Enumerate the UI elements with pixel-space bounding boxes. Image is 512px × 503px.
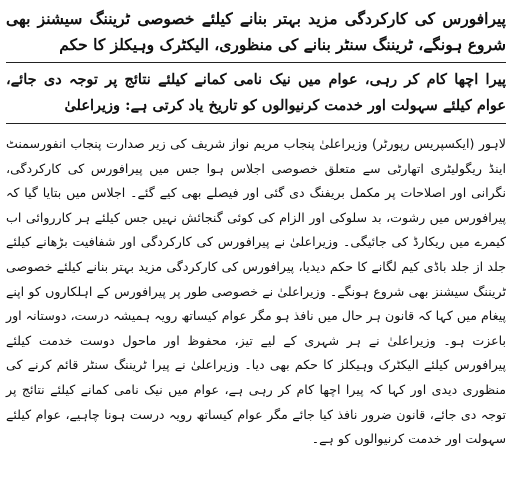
subhead-divider [6, 123, 506, 124]
subheadline: پیرا اچھا کام کر رہی، عوام میں نیک نامی کمانے کیلئے نتائج پر توجہ دی جائے، عوام کیلئے سہولت اور خدمت کرنیوالوں کو تاریخ یاد کرتی ہے: وزیراعلیٰ [6, 71, 506, 114]
headline: پیرافورس کی کارکردگی مزید بہتر بنانے کیلئے خصوصی ٹریننگ سیشنز بھی شروع ہونگے، ٹریننگ سنٹر بنانے کی منظوری، الیکٹرک وہیکلز کا حکم [6, 9, 506, 54]
headline-divider [6, 62, 506, 63]
article-body: لاہور (ایکسپریس رپورٹر) وزیراعلیٰ پنجاب مریم نواز شریف کی زیر صدارت پنجاب انفورسمنٹ اینڈ ریگولیٹری اتھارٹی سے متعلق خصوصی اجلاس ہوا جس میں پیرافورس کی کارکردگی، نگرانی اور اصلاحات پر مکمل بریفنگ دی گئی اور فیصلے بھی کیے گئے۔ اجلاس میں بتایا گیا کہ پیرافورس میں رشوت، بد سلوکی اور الزام کی کوئی گنجائش نہیں جس کیلئے ہر کارروائی اب کیمرے میں ریکارڈ کی جائیگی۔ وزیراعلیٰ نے پیرافورس کی کارکردگی اور شفافیت بڑھانے کیلئے جلد از جلد باڈی کیم لگانے کا حکم دیدیا، پیرافورس کی کارکردگی مزید بہتر بنانے کیلئے خصوصی ٹریننگ سیشنز بھی شروع ہونگے۔ وزیراعلیٰ نے خصوصی طور پر پیرافورس کے اہلکاروں کو اپنے پیغام میں کہا کہ قانون ہر حال میں نافذ ہو مگر عوام کیساتھ رویہ ہمیشہ درست، دوستانہ اور باعزت ہو۔ وزیراعلیٰ نے ہر شہری کے لیے تیز، محفوظ اور ماحول دوست خدمت کیلئے پیرافورس کیلئے الیکٹرک وہیکلز کا حکم بھی دیا۔ وزیراعلیٰ نے پیرا ٹریننگ سنٹر قائم کرنے کی منظوری دیدی اور کہا کہ پیرا اچھا کام کر رہی ہے، عوام میں نیک نامی کمانے کیلئے نتائج پر توجہ دی جائے، قانون ضرور نافذ کیا جائے مگر عوام کیساتھ رویہ درست ہونا چاہیے، عوام کیلئے سہولت اور خدمت کرنیوالوں کو ہے۔ [6, 136, 506, 447]
